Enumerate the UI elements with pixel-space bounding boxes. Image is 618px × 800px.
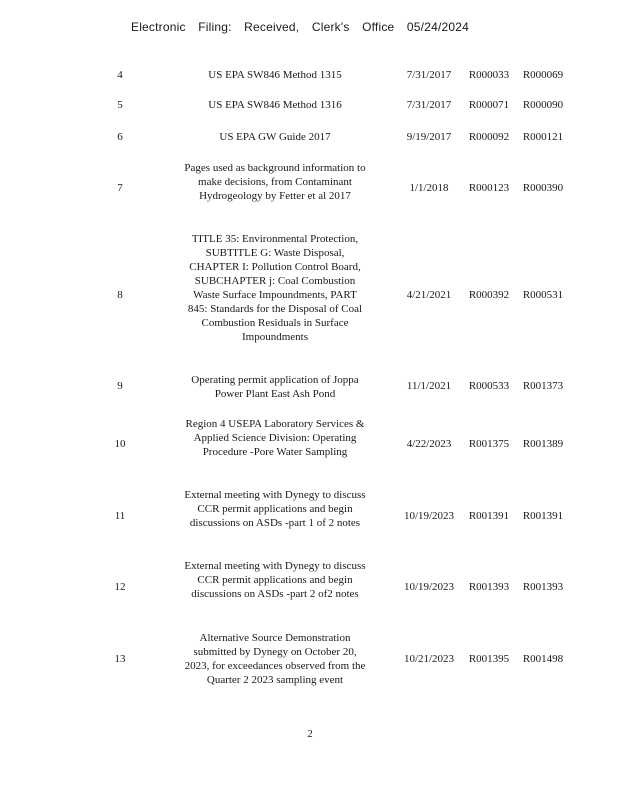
row-description: External meeting with Dynegy to discuss CCR permit applications and begin discussions on ASDs -part 1 of 2 notes [184,489,366,529]
row-description: External meeting with Dynegy to discuss CCR permit applications and begin discussions on ASDs -part 2 of2 notes [184,560,366,600]
row-date: 1/1/2018 [409,182,449,194]
row-description: Pages used as background information to make decisions, from Contaminant Hydrogeology by Fetter et al 2017 [184,162,366,202]
row-start-bates: R000092 [468,131,510,143]
row-date: 7/31/2017 [406,69,452,81]
row-date: 10/19/2023 [403,581,455,593]
row-start-bates: R001395 [468,653,510,665]
row-description: US EPA SW846 Method 1315 [208,69,342,81]
row-number: 13 [114,653,126,665]
row-number: 11 [114,510,126,522]
row-date: 10/19/2023 [403,510,455,522]
row-end-bates: R000531 [522,289,564,301]
row-number: 7 [117,182,123,194]
filing-stamp-header: Electronic Filing: Received, Clerk's Office 05/24/2024 [130,20,469,34]
row-end-bates: R000390 [522,182,564,194]
row-description: US EPA GW Guide 2017 [219,131,331,143]
row-start-bates: R000392 [468,289,510,301]
row-date: 4/22/2023 [406,438,452,450]
row-date: 7/31/2017 [406,99,452,111]
row-start-bates: R001375 [468,438,510,450]
row-start-bates: R001391 [468,510,510,522]
row-number: 8 [117,289,123,301]
row-description: Region 4 USEPA Laboratory Services & Applied Science Division: Operating Procedure -Pore Water Sampling [185,418,365,458]
row-number: 4 [117,69,123,81]
row-date: 11/1/2021 [406,380,452,392]
row-end-bates: R001498 [522,653,564,665]
row-date: 10/21/2023 [403,653,455,665]
row-number: 6 [117,131,123,143]
row-description: Alternative Source Demonstration submitted by Dynegy on October 20, 2023, for exceedances observed from the Quarter 2 2023 sampling event [184,632,366,686]
row-end-bates: R000121 [522,131,564,143]
row-number: 5 [117,99,123,111]
row-end-bates: R001393 [522,581,564,593]
row-start-bates: R000123 [468,182,510,194]
row-end-bates: R000069 [522,69,564,81]
row-end-bates: R001373 [522,380,564,392]
row-start-bates: R000533 [468,380,510,392]
row-end-bates: R001389 [522,438,564,450]
row-end-bates: R000090 [522,99,564,111]
row-description: US EPA SW846 Method 1316 [208,99,342,111]
row-description: Operating permit application of Joppa Power Plant East Ash Pond [191,374,359,400]
row-number: 9 [117,380,123,392]
row-start-bates: R000033 [468,69,510,81]
row-date: 4/21/2021 [406,289,452,301]
row-start-bates: R001393 [468,581,510,593]
page-number: 2 [307,728,313,740]
row-end-bates: R001391 [522,510,564,522]
row-number: 12 [114,581,126,593]
row-date: 9/19/2017 [406,131,452,143]
row-description: TITLE 35: Environmental Protection, SUBTITLE G: Waste Disposal, CHAPTER I: Pollution Control Board, SUBCHAPTER j: Coal Combustion Waste Surface Impoundments, PART 845: Standards for the Disposal of Coal Combustion Residuals in Surface Impoundments [187,233,363,343]
row-number: 10 [114,438,126,450]
row-start-bates: R000071 [468,99,510,111]
